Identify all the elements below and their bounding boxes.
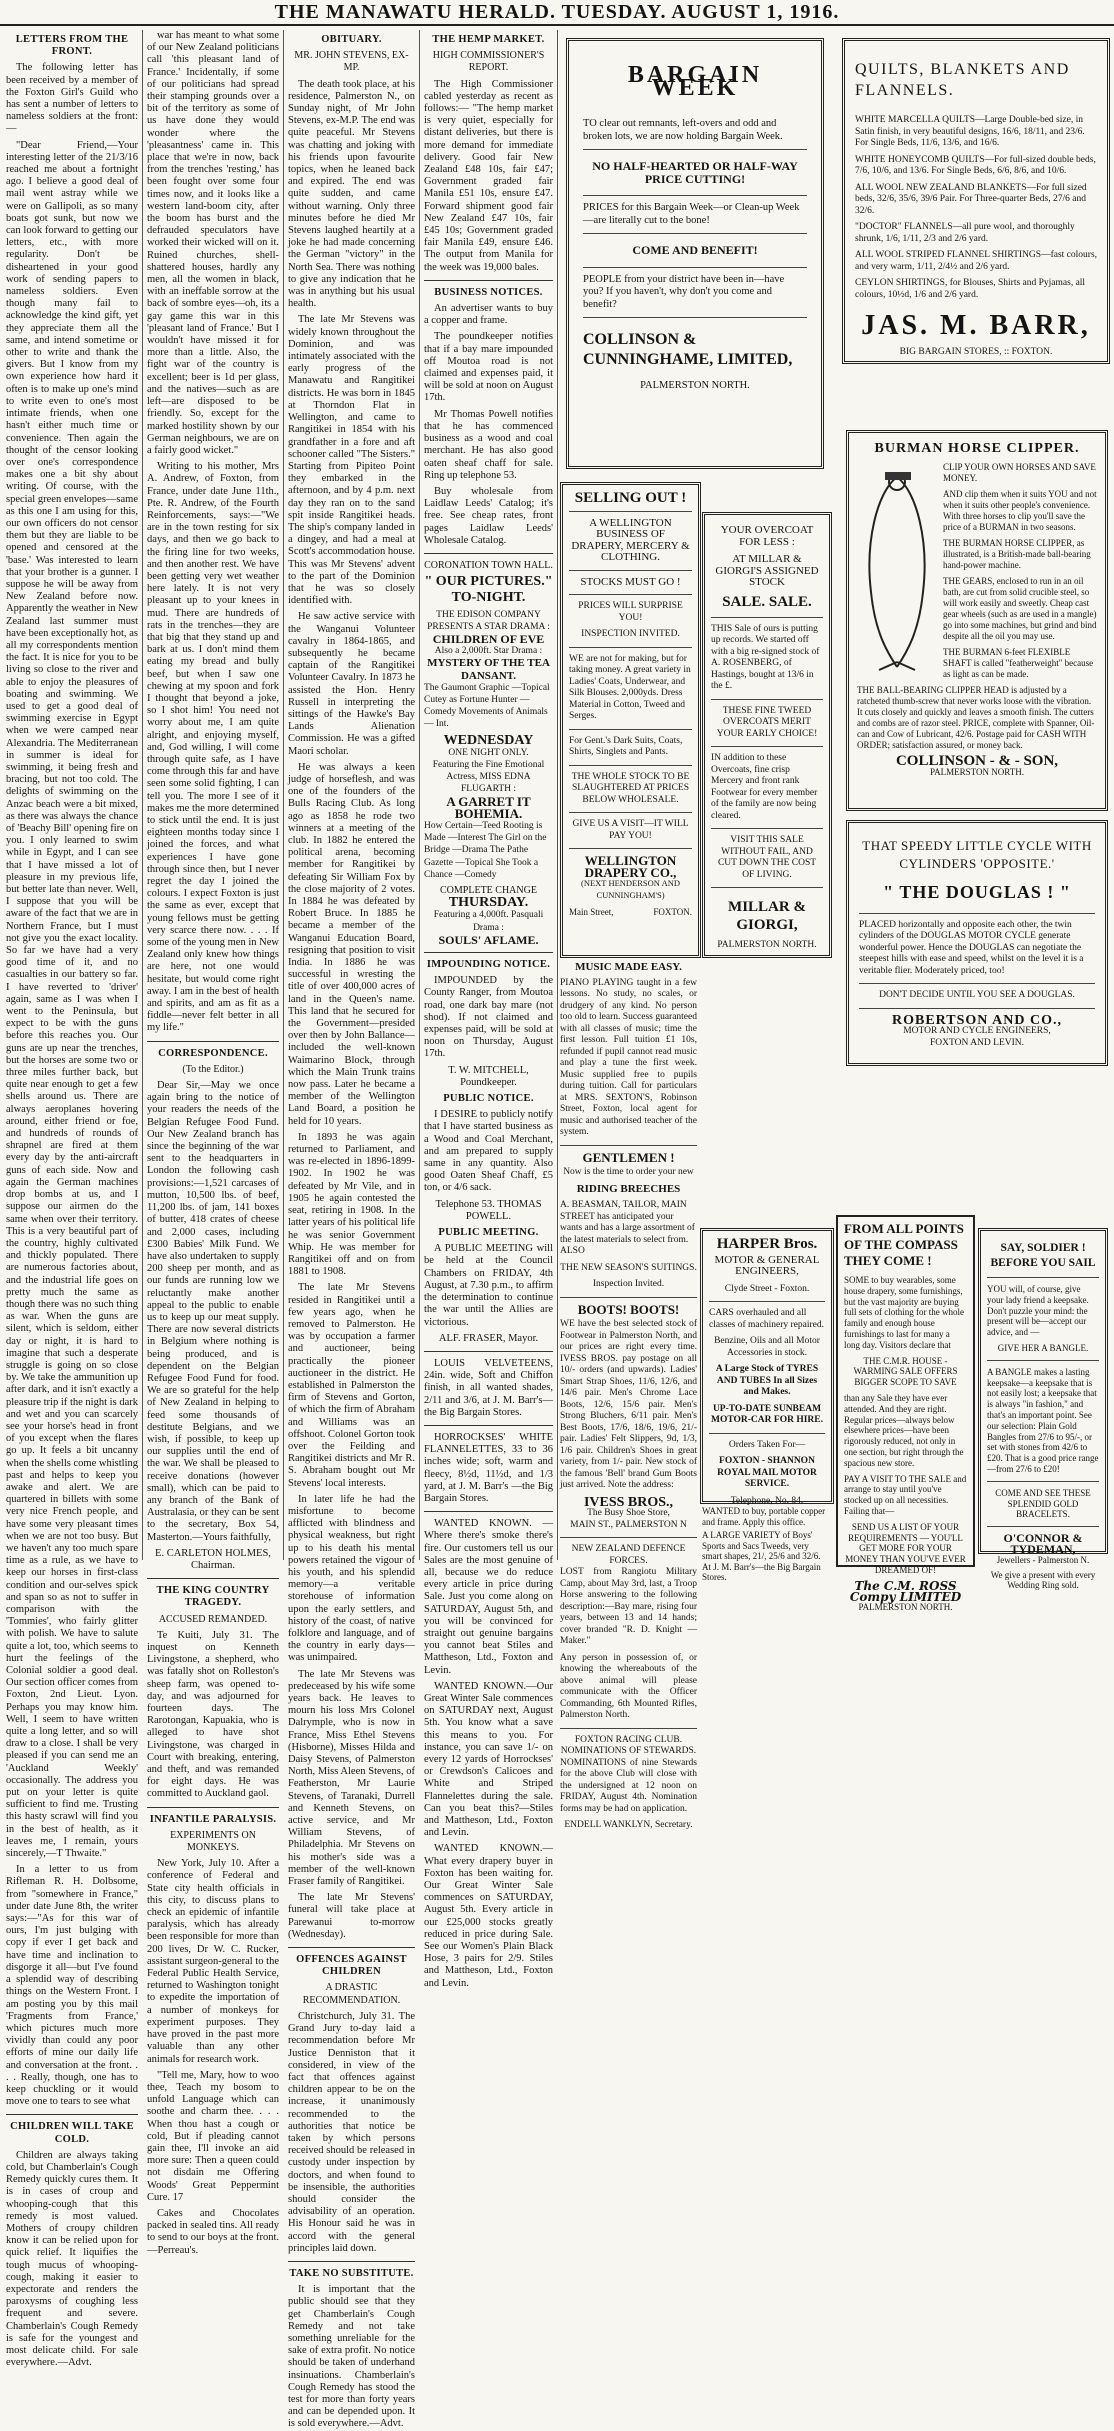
ad-title: THAT SPEEDY LITTLE CYCLE WITH CYLINDERS 'OPPOSITE.' xyxy=(862,838,1092,871)
ad-title: SAY, SOLDIER ! BEFORE YOU SAIL xyxy=(990,1242,1096,1269)
column-rule xyxy=(283,30,284,1560)
ad-text: SEND US A LIST OF YOUR REQUIREMENTS — YOU'LL GET MORE FOR YOUR MONEY THAN YOU'VE EVER DREAMED OF! xyxy=(845,1521,966,1575)
signature: T. W. MITCHELL, Poundkeeper. xyxy=(448,1064,529,1088)
ad-text: SOME to buy wearables, some house drapery, some furnishings, but the vast majority are buying full sets of clothing for the whole family and enough house furnishings to last for many a long day. Visitors declare that xyxy=(844,1275,964,1350)
article-text: Children are always taking cold, but Chamberlain's Cough Remedy quickly cures them. It is in cases of croup and whooping-cough that this remedy is most valued. Mothers of croupy children know it can be relied upon for quick relief. It liquifies the tough mucus of whooping-cough, making it easier to expectorate and renders the paroxysms of coughing less frequent and severe. Chamberlain's Cough Remedy is safe for the youngest and most delicate child. For sale everywhere.—Advt. xyxy=(6,2149,138,2369)
ad-title: FOXTON RACING CLUB. xyxy=(574,1734,683,1745)
article-text: Dear Sir,—May we once again bring to the notice of your readers the needs of the Belgian Refugee Food Fund. Our New Zealand branch has since the beginning of the war sent to the headquarters in London the following cash provisions:—1,521 carcases of mutton, 10,500 lbs. of beef, 11,200 lbs. of jam, 141 boxes of butter, 418 crates of cheese and 2,000 cases, including £300 Babies' Milk Fund. We have also undertaken to supply 200 sheep per month, and as our funds are running low we reluctantly make another appeal to the public to enable us to keep up our meat supply. There are now several districts in Belgium where nothing is being produced, and is dependent on the Belgian Refugee Food Fund for food. We are so grateful for the help of New Zealand in helping to feed some thousands of destitute Belgians, and we wish, if possible, to keep up our supplies until the end of the war. We shall be pleased to receive donations (however small), which can be paid to any branch of the Bank of Australasia, or they can be sent to the secretary, Box 54, Masterton.—Yours faithfully, xyxy=(147,1080,279,1543)
quilts-ad xyxy=(842,38,1110,364)
article-text: war has meant to what some of our New Zealand politicians call 'this pleasant land of France.' Incidentally, if some of our politicians had spread their stamping grounds over a bit of the territory as some of us have done they would wonder where the 'pleasantness' came in. This place that we're in now, back from the trenches 'resting,' has been fought over some four times now, and it looks like a western land-boom city, after the boom has burst and the defrauded speculators have worked their wicked will on it. Ruined churches, shell-shattered houses, hardly any men, all the women in black, with an ineffable sorrow at the back of sombre eyes—oh, its a gay game this war in this 'pleasant land of France.' But I wouldn't have missed it for more than a little. Also, the fight war of the country is excellent; beer is 1d per glass, and the natives—such as are left—are disposed to be friendly. So, except for the marked hostility shown by our German neighbours, we are on a fairly good wicket." xyxy=(147,30,279,456)
ad-text: AND clip them when it suits YOU and not when it suits other people's convenience. With three horses to clip you'll save the price of a BURMAN in two seasons. xyxy=(943,489,1097,532)
firm-name: WELLINGTON DRAPERY CO., xyxy=(584,853,677,880)
ad-text: THE BURMAN HORSE CLIPPER, as illustrated, is a British-made ball-bearing hand-power machine. xyxy=(943,538,1091,570)
firm-sub: (NEXT HENDERSON AND CUNNINGHAM'S) xyxy=(580,878,680,900)
ad-title: BURMAN HORSE CLIPPER. xyxy=(874,441,1080,456)
ad-title: MUSIC MADE EASY. xyxy=(575,961,682,973)
ad-text: Benzine, Oils and all Motor Accessories in stock. xyxy=(714,1336,820,1358)
ad-title: NOMINATIONS OF STEWARDS. xyxy=(560,1746,697,1756)
ad-text: We give a present with every Wedding Ring sold. xyxy=(990,1569,1096,1591)
subheading: EXPERIMENTS ON MONKEYS. xyxy=(170,1829,256,1854)
ad-text: NO HALF-HEARTED OR HALF-WAY PRICE CUTTING! xyxy=(592,159,798,186)
ad-text: THE GEARS, enclosed to run in an oil bath, are cut from solid crucible steel, so will work easily and sweetly. Cheap cast gear wheels (such as are used in a mangle) go into some machines, but grind and bind despite all the oil you may use. xyxy=(943,576,1097,641)
ad-title: BOOTS! BOOTS! xyxy=(577,1301,680,1317)
ad-text: CARS overhauled and all classes of machinery repaired. xyxy=(709,1308,825,1330)
ad-text: AT MILLAR & GIORGI'S ASSIGNED STOCK xyxy=(715,553,819,588)
ad-text: WHITE MARCELLA QUILTS—Large Double-bed size, in Satin finish, in very beautiful designs, 16/6, 18/11, and 23/6. For Single Beds, 11/6, 13/6, and 16/6. xyxy=(855,115,1085,148)
ad-text: COME AND BENEFIT! xyxy=(632,243,758,257)
column-5-lower xyxy=(560,960,697,1830)
ad-text: A Large Stock of TYRES AND TUBES In all Sizes and Makes. xyxy=(715,1364,819,1397)
headline: BUSINESS NOTICES. xyxy=(434,286,543,298)
column-rule xyxy=(419,30,420,1560)
article-text: It is important that the public should see that they get Chamberlain's Cough Remedy and not take something unreliable for the sake of extra profit. No notice should be taken of underhand insinuations. Chamberlain's Cough Remedy has stood the test for more than forty years and can be depended upon. It is sold everywhere.—Advt. xyxy=(288,2284,415,2430)
ad-text: Inspection Invited. xyxy=(592,1279,665,1289)
article-text: LOUIS VELVETEENS, 24in. wide, Soft and Chiffon finish, in all wanted shades, 2/11 and 3/6, at J. M. Barr's—the Big Bargain Stores. xyxy=(424,1357,553,1418)
ad-line: Also a 2,000ft. Star Drama : xyxy=(434,646,543,657)
ad-title: " THE DOUGLAS ! " xyxy=(883,882,1071,902)
article-text: The late Mr Stevens resided in Rangitikei until a few years ago, when he removed to Palmerston. He was by occupation a farmer and auctioneer, being practically the pioneer auctioneer in the district. He established in Palmerston the firm of Stevens and Gorton, of which the firm of Abraham and Williams was an offshoot. Colonel Gorton took over the Feilding and Rangitikei districts and Mr R. S. Abraham bought out Mr Stevens' local interests. xyxy=(288,1282,415,1489)
ad-line: THE EDISON COMPANY PRESENTS A STAR DRAMA : xyxy=(427,609,550,632)
firm-place: MAIN ST., PALMERSTON N xyxy=(570,1519,687,1530)
ad-text: THESE FINE TWEED OVERCOATS MERIT YOUR EARLY CHOICE! xyxy=(716,705,818,739)
cm-ross-logo: The C.M. ROSS Compy LIMITED xyxy=(849,1578,962,1604)
article-text: Mr Thomas Powell notifies that he has commenced business as a wood and coal merchant. He has also good oaten sheaf chaff for sale. Ring up telephone 53. xyxy=(424,408,553,481)
ad-text: A LARGE VARIETY of Boys' Sports and Sacs Tweeds, very smart shapes, 21/, 25/6 and 32/6. At J. M. Barr's—the Big Bargain Stores. xyxy=(702,1530,821,1582)
firm-sub: MOTOR & GENERAL ENGINEERS, xyxy=(714,1253,820,1277)
ad-text: WANTED to buy, portable copper and frame. Apply this office. xyxy=(702,1506,826,1527)
ad-text: Orders Taken For— xyxy=(728,1439,806,1450)
ad-line: WEDNESDAY xyxy=(443,732,534,748)
firm-sub: The Busy Shoe Store, xyxy=(587,1508,670,1518)
ad-text: THE BURMAN 6-feet FLEXIBLE SHAFT is called "featherweight" because as light as can be made. xyxy=(943,647,1094,679)
ad-text: PEOPLE from your district have been in—have you? If you haven't, why don't you come and benefit? xyxy=(583,273,785,310)
ad-line: CORONATION TOWN HALL. xyxy=(424,559,553,571)
column-3 xyxy=(288,30,415,2430)
article-text: In a letter to us from Rifleman R. H. Dolbsome, from "somewhere in France," under date June 8th, the writer says:—"As for this war of ours, I'm just bulging with copy if ever I get back and have time and inclination to disgorge it all—but I've found a splendid way of describing things on the Western Front. I am posting you by this mail 'Fragments from France,' which pictures much more vividly than could any poor efforts of mine our daily life and conversation at the front. . . . Really, though, one has to keep chuckling or it would move one to tears to see what xyxy=(6,1864,138,2108)
ad-text: PLACED horizontally and opposite each other, the twin cylinders of the DOUGLAS MOTOR CYCLE generate wonderful power. Hence the DOUGLAS can negotiate the steepest hills with ease and speed, whilst on the level it is a veritable flier. Moderately priced, too! xyxy=(859,919,1084,976)
ad-line: Featuring the Fine Emotional Actress, MISS EDNA FLUGARTH : xyxy=(432,759,545,795)
article-text: WANTED KNOWN.—What every drapery buyer in Foxton has been waiting for. Our Great Winter Sale commences on SATURDAY, August 5th. Every article in our £25,000 stocks greatly reduced in price during Sale. See our Women's Plain Black Hose, 3 pairs for 2/9. Stiles and Mattheson, Ltd., Foxton and Levin. xyxy=(424,1843,553,1989)
article-text: The High Commissioner cabled yesterday as recent as follows:— "The hemp market is very quiet, especially for distant deliveries, but there is more demand for immediate delivery. Good fair New Zealand £48 10s, fair £47; Government graded fair Manila £51 10s, ensure £47. Forward shipment good fair New Zealand £47 10s, fair £45 10s; Government graded fair Manila £49, ensure £46. The output from Manila for the week was 19,000 bales. xyxy=(424,78,553,273)
ad-text: GIVE HER A BANGLE. xyxy=(997,1342,1089,1353)
ad-line: CHILDREN OF EVE xyxy=(432,631,545,646)
column-1 xyxy=(6,30,138,2369)
ad-text: A BANGLE makes a lasting keepsake—a keepsake that is not easily lost; a keepsake that is always "in fashion," and that's an important point. See our selection: Plain Gold Bangles from 27/6 to 95/-, or set with stones from 42/6 to £20. That is a good price range—from 27/6 to £20! xyxy=(987,1366,1099,1474)
article-text: Buy wholesale from Laidlaw Leeds' Catalog; it's free. See cheap rates, front pages Laidlaw Leeds' Wholesale Catalog. xyxy=(424,485,553,546)
ad-line: The Gaumont Graphic —Topical Cutey as Fortune Hunter —Comedy Movements of Animals— Int. xyxy=(424,682,550,730)
firm-place: PALMERSTON NORTH. xyxy=(858,1602,953,1613)
soldier-bangle-ad xyxy=(978,1228,1108,1591)
firm-address: Main Street, xyxy=(569,907,614,917)
firm-place: BIG BARGAIN STORES, :: FOXTON. xyxy=(899,347,1053,357)
ad-text: A WELLINGTON BUSINESS OF DRAPERY, MERCERY & CLOTHING. xyxy=(571,516,690,563)
article-text: A PUBLIC MEETING will be held at the Council Chambers on FRIDAY, 4th August, at 7.30 p.m., to affirm the determination to continue the war until the Allies are victorious. xyxy=(424,1243,553,1328)
ad-text: PRICES for this Bargain Week—or Clean-up Week—are literally cut to the bone! xyxy=(583,202,800,226)
ad-text: PRICES WILL SURPRISE YOU! xyxy=(578,601,683,623)
subheading: (To the Editor.) xyxy=(182,1063,244,1075)
ad-text: IN addition to these Overcoats, fine crisp Mercery and front rank Footwear for every member of the family are now being cleared. xyxy=(711,753,818,821)
ad-title: NEW ZEALAND DEFENCE FORCES. xyxy=(571,1544,686,1566)
article-text: Writing to his mother, Mrs A. Andrew, of Foxton, from France, under date June 11th., Pte. R. Andrew, of the Fourth Reinforcements, says:—"We are in the town resting for six days, and then we go back to the firing line for two weeks, and then another rest. We have been getting very wet weather here lately. It is not very pleasant up to your knees in mud. There are hundreds of rats in the trenches—they are that big that they stand up and bark at us. I don't mind them eating my bread and bully beef, but when I saw one chewing at my spoon and fork I thought that beyond a joke, so I shot him! You need not worry about me, I am quite alright, and enjoying myself, and, God willing, I will come through quite safe, as I have come through this far and have seen some solid fighting, I can tell you. The more I see of it makes me the more determined to stick until the end. It is just eighteen months today since I joined the forces, and what experiences I have gone through since then, but I never regret the day I joined the colours. I expect Foxton is just the same as ever, except that young fellows must be getting very scarce there now. . . . If some of the young men in New Zealand only knew how things are here, not one would hesitate, but would come right away. I am in the best of health and spirits, and am as fit as a fiddle—never felt better in all my life." xyxy=(147,461,279,1034)
cm-ross-ad xyxy=(836,1215,975,1613)
ad-text: COME AND SEE THESE SPLENDID GOLD BRACELETS. xyxy=(995,1487,1091,1520)
ad-line: COMPLETE CHANGE xyxy=(440,885,537,896)
firm-name: COLLINSON & CUNNINGHAME, LIMITED, xyxy=(583,331,793,368)
article-text: The following letter has been received by a member of the Foxton Girl's Guild who has sent a number of letters to nameless soldiers at the front:— xyxy=(6,62,138,135)
article-text: Cakes and Chocolates packed in sealed tins. All ready to send to our boys at the front.—Perreau's. xyxy=(147,2207,279,2256)
ad-title: FROM ALL POINTS OF THE COMPASS THEY COME ! xyxy=(844,1221,964,1268)
firm-place: PALMERSTON NORTH. xyxy=(640,380,750,391)
ad-line: ONE NIGHT ONLY. xyxy=(448,747,529,758)
column-2 xyxy=(147,30,279,2256)
ad-text: For Gent.'s Dark Suits, Coats, Shirts, Singlets and Pants. xyxy=(569,735,683,757)
ad-text: VISIT THIS SALE WITHOUT FAIL, AND CUT DOWN THE COST OF LIVING. xyxy=(717,835,817,880)
ad-text: THE NEW SEASON'S SUITINGS. xyxy=(560,1262,697,1273)
column-4 xyxy=(424,30,553,1989)
article-text: I DESIRE to publicly notify that I have started business as a Wood and Coal Merchant, and am prepared to supply same in any quantity. Also good Oaten Sheaf Chaff, £5 ton, or 4/6 sack. xyxy=(424,1109,553,1194)
bargain-week-ad xyxy=(566,38,824,469)
firm-name: IVESS BROS., xyxy=(583,1494,674,1510)
signature: Telephone 53. THOMAS POWELL. xyxy=(435,1198,542,1222)
article-text: HORROCKSES' WHITE FLANNELETTES, 33 to 36 inches wide; soft, warm and fleecy, 8½d, 11½d, and 1/3 yard, at J. M. Barr's —the Big Bargain Stores. xyxy=(424,1431,553,1504)
article-text: In 1893 he was again returned to Parliament, and was re-elected in 1896-1899-1902. In 1902 he was defeated by Mr Vile, and in 1905 he again contested the seat, retiring in 1908. In the latter years of his political life he was senior Government Whip. He was member for Rangitikei off and on from 1881 to 1908. xyxy=(288,1131,415,1278)
ad-text: WE are not for making, but for taking money. A great variety in Ladies' Coats, Underwear, and Silk Blouses. 2,000yds. Dress Material in Cotton, Tweed and Serges. xyxy=(569,653,691,721)
article-text: New York, July 10. After a conference of Federal and State city health officials in this city, to discuss plans to check an epidemic of infantile paralysis, which has already been responsible for more than 200 lives, Dr W. C. Rucker, assistant surgeon-general to the Federal Public Health Service, returned to Washington tonight to expedite the importation of a number of monkeys for experiment purposes. They have proved in the past more valuable than any other animals for research work. xyxy=(147,1858,279,2065)
article-text: The late Mr Stevens' funeral will take place at Parewanui to-morrow (Wednesday). xyxy=(288,1892,415,1940)
ad-title: YOUR OVERCOAT FOR LESS : xyxy=(720,524,814,548)
ad-line: MYSTERY OF THE TEA DANSANT. xyxy=(427,657,550,682)
ad-text: UP-TO-DATE SUNBEAM MOTOR-CAR FOR HIRE. xyxy=(711,1403,823,1425)
firm-place: PALMERSTON NORTH. xyxy=(717,940,817,950)
firm-name: O'CONNOR & TYDEMAN, xyxy=(1003,1531,1083,1556)
headline: PUBLIC NOTICE. xyxy=(443,1093,534,1105)
signature: E. CARLETON HOLMES, Chairman. xyxy=(155,1547,271,1571)
burman-clipper-ad xyxy=(846,430,1108,811)
article-text: He saw active service with the Wanganui Volunteer cavalry in 1864-1865, and subsequently he became captain of the Rangitikei Volunteer Cavalry. In 1873 he assisted the Hon. Henry Russell in interpreting the sittings of the Hawke's Bay Lands Alienation Commission. He was a gifted Maori scholar. xyxy=(288,611,415,757)
small-ads xyxy=(702,1506,828,1582)
article-text: "Tell me, Mary, how to woo thee, Teach my bosom to unfold Language which can soothe and charm thee. . . . When thou hast a cough or cold, But if pleading cannot gain thee, I'll invoke an aid more sure: Then a queen could not disdain me Offering Woods' Great Peppermint Cure. 17 xyxy=(147,2069,279,2203)
ad-line: " OUR PICTURES." xyxy=(424,574,553,590)
article-text: WANTED KNOWN.—Our Great Winter Sale commences on SATURDAY next, August 5th. You know what a save this means to you. For instance, you can save 1/- on every 12 yards of Horrockses' or Crewdson's Calicoes and White and Striped Flannelettes during the sale. Can you beat this?—Stiles and Mattheson, Ltd., Foxton and Levin. xyxy=(424,1680,553,1839)
ad-text: than any Sale they have ever attended. And they are right. Regular prices—always below elsewhere prices—have been rigorously reduced, not only in one section, but right through the spacious new store. xyxy=(844,1392,964,1468)
ad-text: INSPECTION INVITED. xyxy=(581,629,680,639)
ad-text: SALE. SALE. xyxy=(722,593,812,610)
ad-line: THURSDAY. xyxy=(448,895,529,911)
ad-text: NOMINATIONS of nine Stewards for the above Club will close with the undersigned at 12 noon on FRIDAY, August 4th. Nomination forms may be had on application. xyxy=(560,1757,697,1814)
ad-text: Now is the time to order your new xyxy=(563,1167,694,1177)
firm-sub: Jewellers - Palmerston N. xyxy=(996,1554,1090,1565)
subheading: ACCUSED REMANDED. xyxy=(158,1613,268,1625)
firm-name: MILLAR & GIORGI, xyxy=(728,899,806,933)
ad-text: THE BALL-BEARING CLIPPER HEAD is adjusted by a ratcheted thumb-screw that never works loose with the vibration. It cuts closely and quickly and leaves a smooth finish. The cutters and combs are of razor steel. PRICE, complete with Spanner, Oil-can and Cow of Lubricant, 42/6. Postage paid for CASH WITH ORDER; satisfaction assured, or money back. xyxy=(857,685,1095,750)
ad-line: How Certain—Teed Rooting is Made —Interest The Girl on the Bridge —Drama The Pathe Gazette —Topical She Took a Chance —Comedy xyxy=(424,820,547,880)
signature: ENDELL WANKLYN, Secretary. xyxy=(564,1820,693,1830)
ad-title: HARPER Bros. xyxy=(716,1236,818,1252)
article-text: The late Mr Stevens was predeceased by his wife some years back. He leaves to mourn his loss Mrs Colonel Dalrymple, who is now in France, Miss Ethel Stevens (Hisborne), Misses Hilda and Daisy Stevens, of Palmerston North, Miss Aleen Stevens, of Featherston, Mr Laurie Stevens, of Taranaki, Durrell and Kenneth Stevens, on active service, and Mr William Stevens, of Philadelphia. Mr Stevens on his mother's side was a member of the well-known Fraser family of Rangitikei. xyxy=(288,1668,415,1888)
ad-line: SOULS' AFLAME. xyxy=(438,932,539,947)
subheading: A DRASTIC RECOMMENDATION. xyxy=(302,1982,401,2006)
article-text: The death took place, at his residence, Palmerston N., on Sunday night, of Mr John Stevens, ex-M.P. The end was quite peaceful. Mr Stevens was chatting and joking with his friends upon favourite topics, when he leaned back and expired. The end was quite sudden, and came without warning. Only three minutes before he died Mr Stevens laughed heartily at a joke he had made concerning the German "victory" in the North Sea. There was nothing to give any indication that he was in anything but his usual health. xyxy=(288,78,415,310)
ad-text: ALL WOOL NEW ZEALAND BLANKETS—For full sized beds, 32/6, 35/6, 39/6 Pair. For Three-quarter Beds, 27/6 and 32/6. xyxy=(855,182,1087,216)
ad-text: A. BEASMAN, TAILOR, MAIN STREET has anticipated your wants and has a large assortment of the latest materials to select from. ALSO xyxy=(560,1200,695,1256)
ad-text: FOXTON - SHANNON ROYAL MAIL MOTOR SERVICE. xyxy=(717,1456,817,1489)
ad-text: Any person in possession of, or knowing the whereabouts of the above animal will please communicate with the Officer Commanding, 6th Mounted Rifles, Palmerston North. xyxy=(560,1652,697,1720)
firm-name: COLLINSON - & - SON, xyxy=(895,753,1059,769)
ad-text: STOCKS MUST GO ! xyxy=(580,575,681,588)
headline: THE HEMP MARKET. xyxy=(432,34,545,45)
headline: CHILDREN WILL TAKE COLD. xyxy=(10,2121,134,2145)
article-text: He was always a keen judge of horseflesh, and was one of the founders of the Bulls Racing Club. As long ago as 1858 he rode two winners at a meeting of the club. In 1882 he entered the political arena, becoming member for Rangitikei by defeating Sir William Fox by the close majority of 2 votes. In 1884 he was defeated by Robert Bruce. In 1885 he became a member of the Wanganui Education Board, resigning that position to visit India. In 1886 he was successful in wresting the title of over 400,000 acres of land in the Queen's name. This land that he secured for the Government—presided over then by John Ballance—included the well-known Waimarino Block, through which the Main Trunk trains now pass. Later he became a member of the Wellington Land Board, a position he held for 10 years. xyxy=(288,761,415,1127)
ad-text: YOU will, of course, give your lady friend a keepsake. Don't puzzle your mind: the present will be—accept our advice, and — xyxy=(987,1284,1089,1338)
selling-out-ad xyxy=(560,482,701,958)
headline: OBITUARY. xyxy=(321,34,382,45)
firm-place: PALMERSTON NORTH. xyxy=(930,767,1024,777)
headline: CORRESPONDENCE. xyxy=(158,1047,268,1059)
ad-line: Featuring a 4,000ft. Pasquali Drama : xyxy=(433,910,544,933)
town-hall-ad xyxy=(424,560,553,946)
article-text: An advertiser wants to buy a copper and frame. xyxy=(424,303,553,327)
ad-text: CEYLON SHIRTINGS, for Blouses, Shirts and Pyjamas, all colours, 10½d, 1/6 and 2/6 yard. xyxy=(855,278,1086,300)
masthead: THE MANAWATU HERALD. TUESDAY. AUGUST 1, 1916. xyxy=(0,0,1114,26)
ad-text: RIDING BREECHES xyxy=(576,1182,681,1195)
headline: LETTERS FROM THE FRONT. xyxy=(15,34,129,58)
firm-sub: MOTOR AND CYCLE ENGINEERS, xyxy=(903,1026,1051,1036)
firm-address: Clyde Street - Foxton. xyxy=(724,1283,810,1294)
ad-text: LOST from Rangiotu Military Camp, about May 3rd, last, a Troop Horse answering to the following description:—Bay mare, rising four years, between 13 and 14 hands; cover branded "R. D. Knight —Maker." xyxy=(560,1567,697,1646)
ad-text: WE have the best selected stock of Footwear in Palmerston North, and our prices are right every time. IVESS BROS. pay postage on all 10/- orders (and upwards). Ladies' Smart Strap Shoes, 11/6, 12/6, and 14/6 pair. Men's Chrome Lace Boots, 12/6, 15/6 pair. Men's Strong Bluchers, 6/11 pair. Men's Best Boots, 17/6, 18/6, 19/6, 21/- pair. Ladies' Felt Slippers, 9d, 1/3, 1/6 pair. Children's Shoes in great variety, from 1/- pair. New stock of the famous 'Bell' brand Gum Boots just arrived. Note the address: xyxy=(560,1319,697,1490)
ad-text: PIANO PLAYING taught in a few lessons. No study, no scales, or drudgery of any kind. No person too old to learn. Success guaranteed with all classes of music; time the first lesson. Full tuition £1 10s, refunded if pupil cannot read music and play a tune the first week. Music supplied free to pupils during tuition. Call for particulars at MRS. SEXTON'S, Robinson Street, Foxton, local agent for music and authorised teacher of the system. xyxy=(560,977,697,1137)
headline: THE KING COUNTRY TRAGEDY. xyxy=(156,1585,270,1609)
ad-text: THE C.M.R. HOUSE - WARMING SALE OFFERS BIGGER SCOPE TO SAVE xyxy=(853,1355,958,1388)
subheading: MR. JOHN STEVENS, EX-MP. xyxy=(294,50,409,74)
ad-title: BARGAIN WEEK xyxy=(627,62,763,101)
article-text: IMPOUNDED by the County Ranger, from Moutoa road, one dark bay mare (not shod). If not claimed and expenses paid, will be sold at noon on Thursday, August 17th. xyxy=(424,975,553,1060)
ad-line: TO-NIGHT. xyxy=(451,590,526,606)
overcoat-ad xyxy=(702,512,832,958)
headline: IMPOUNDING NOTICE. xyxy=(426,959,551,971)
ad-text: THIS Sale of ours is putting up records. We started off with a big re-signed stock of A. ROSENBERG, of Hastings, bought at 13/6 in the £. xyxy=(711,623,820,691)
article-text: "Dear Friend,—Your interesting letter of the 21/3/16 reached me about a fortnight ago. I believe a good deal of mail went astray while we were on Gallipoli, as so many boats got sunk, but now we can look forward to getting our letters, etc., with more regularity. Don't be disheartened in your good work of sending papers to nameless soldiers. Even though many fail to acknowledge the kind gift, yet they appreciate them all the same, and intend sometime or other to write and thank the givers. But I know from my own experience how hard it often is to make up one's mind to write even to one's most intimate friends, when one hasn't either much time or convenience. Then again the thought of the censor looking over one's correspondence makes one a bit shy about writing. Of course, with the special green envelopes—same as this one I am using for this, our own officers do not censor them but they are liable to be opened and censored at the 'base.' Was interested to learn that your brother is a gunner. I suppose he will be away from New Zealand before now. Apparently the weather in New Zealand last summer must have been exceptionally hot, as all my correspondents mention the fact. It is nice for you to be living so close to the river and able to enjoy the pleasures of boating and swimming. We used to get a good deal of swimming exercise in Egypt when we were camped near Alexandria. The Mediterranean in summer is ideal for swimming, it being fresh and bracing, but not too cold. The delights of swimming on the Anzac beach were a bit mixed, as there was always the chance of 'Beachy Bill' opening fire on you. I only learned to swim while in Egypt, and I can see that I have missed a lot of pleasure in my previous life, but better late than never. Well, I suppose that you will be aware of the fact that we are in Northern France, but I must not give you the exact locality. So far we have had a very good time of it, and no casualties in our battery so far. I have reverted to 'driver' again, same as I was when I went to the Peninsula, but expect to be with the guns before this reaches you. Our guns are up near the trenches, but the horses are some two or three miles further back, but quite near enough to get a few shells around us. There are always aeroplanes hovering around, either friend or foe, and hundreds of rounds of shrapnel are fired at them every day by the anti-aircraft guns of each side. Now and again the German machines drop bombs at us, and I suppose our airmen do the same when over their territory. This is a very beautiful part of the country, highly cultivated and thickly populated. There are numerous factories about, and the industrial life goes on pretty much the same as though there was no such thing as war. When the guns are silent, which is seldom, either day or night, it is hard to imagine that such a desperate struggle is going on so close by. We take the ammunition up after dark, and it isn't exactly a pleasure trip if the night is dark and wet and you can scarcely see your horse's head in front of you except when the flares go up. It feels a bit uncanny when the shells come whistling past and helps to keep you awake and alert. We are quartered in billets with some very nice French people, and have some very pleasant times when we are not too busy. But we haven't any too much spare time as a rule, as we have to keep our horses in first-class condition and our-selves spick and span so as not to suffer in comparison with the 'Tommies', who fairly glitter with polish. We have to salute quite a lot, too, which seems to hurt the feelings of the Colonial soldier a good deal. Our section officer comes from Foxton, 2nd Lieut. Lyon. Perhaps you may know him. Well, I seem to have written quite a long letter, and so will draw to a close. I shall be very pleased if you can send me an 'Auckland Weekly' occasionally. The address you put on your letter is quite sufficient to find me. Trusting this hasty scrawl will find you in the best of health, as it leaves me, I remain, yours sincerely,—T Thwaite." xyxy=(6,139,138,1860)
article-text: The poundkeeper notifies that if a bay mare impounded off Moutoa road is not claimed and expenses paid, it will be sold at noon on August 17th. xyxy=(424,331,553,404)
ad-text: Telephone, No. 84. xyxy=(730,1495,804,1506)
subheading: HIGH COMMISSIONER'S REPORT. xyxy=(432,50,545,74)
column-rule xyxy=(142,30,143,1560)
ad-text: DON'T DECIDE UNTIL YOU SEE A DOUGLAS. xyxy=(879,990,1075,1000)
harper-bros-ad xyxy=(700,1228,834,1504)
ad-text: GIVE US A VISIT—IT WILL PAY YOU! xyxy=(572,819,689,841)
article-text: Christchurch, July 31. The Grand Jury to-day laid a recommendation before Mr Justice Denniston that it considered, in view of the fact that offences against children appear to be on the increase, it unanimously recommended to the authorities that notice be taken by which persons received should be released in custody under inspection by doctors, and when found to be insensible, the authorities should consider the advisability of an operation. His Honour said he was in accord with the general principles laid down. xyxy=(288,2010,415,2254)
firm-name: ROBERTSON AND CO., xyxy=(892,1012,1062,1028)
headline: INFANTILE PARALYSIS. xyxy=(149,1813,277,1825)
column-rule xyxy=(557,30,558,1560)
ad-line: A GARRET IT BOHEMIA. xyxy=(446,793,531,821)
firm-place: FOXTON AND LEVIN. xyxy=(929,1037,1025,1048)
signature: ALF. FRASER, Mayor. xyxy=(438,1332,539,1344)
headline: TAKE NO SUBSTITUTE. xyxy=(289,2267,414,2279)
ad-text: ALL WOOL STRIPED FLANNEL SHIRTINGS—fast colours, and very warm, 1/11, 2/4½ and 2/6 yard. xyxy=(855,250,1098,272)
ad-title: GENTLEMEN ! xyxy=(582,1149,675,1165)
firm-address: FOXTON. xyxy=(653,907,692,917)
article-text: The late Mr Stevens was widely known throughout the Dominion, and was intimately associated with the early progress of the Manawatu and Rangitikei districts. He was born in 1845 at Thorndon Flat in Wellington, and came to Rangitikei in 1854 with his grandfather in a fore and aft schooner called "The Sisters." Starting from Pipiteo Point they embarked in the afternoon, and by 4 p.m. next day they ran on to the sand spit inside Rangitikei heads. The ship's company landed in a dingey, and had a meal at Scott's accommodation house. This was Mr Stevens' advent to the part of the Dominion that he was so closely identified with. xyxy=(288,314,415,607)
firm-name: JAS. M. BARR, xyxy=(861,310,1091,341)
article-text: Te Kuiti, July 31. The inquest on Kenneth Livingstone, a shepherd, who was fatally shot on Rolleston's sheep farm, was opened to-day, and was adjourned for fourteen days. The Rarotongan, Kapuakia, who is alleged to have shot Livingstone, was charged in Court with breaking, entering, and theft, and was remanded for eight days. He was committed to Auckland gaol. xyxy=(147,1629,279,1800)
article-text: In later life he had the misfortune to become afflicted with blindness and physical weakness, but right up to his death his mental powers retained the vigour of his youth, and his splendid memory—a veritable storehouse of information upon the early settlers, and history of the coast, of native folklore and language, and of the country in early days—was unimpaired. xyxy=(288,1493,415,1664)
ad-title: SELLING OUT ! xyxy=(574,490,687,506)
headline: OFFENCES AGAINST CHILDREN xyxy=(296,1954,407,1978)
article-text: WANTED KNOWN. — Where there's smoke there's fire. Our customers tell us our Sales are the most genuine of all, because we do reduce every article in price during Sale. Just you come along on SATURDAY, August 5th, and you will be convinced for straight out genuine bargains you cannot beat Stiles and Mattheson, Ltd., Foxton and Levin. xyxy=(424,1518,553,1676)
ad-text: THE WHOLE STOCK TO BE SLAUGHTERED AT PRICES BELOW WHOLESALE. xyxy=(571,771,690,805)
ad-text: TO clear out remnants, left-overs and odd and broken lots, we are now holding Bargain Week. xyxy=(583,118,783,142)
ad-text: CLIP YOUR OWN HORSES AND SAVE MONEY. xyxy=(943,462,1096,483)
ad-title: QUILTS, BLANKETS AND FLANNELS. xyxy=(855,61,1070,99)
douglas-cycle-ad xyxy=(846,820,1108,1066)
clipper-illustration xyxy=(857,462,937,672)
ad-text: "DOCTOR" FLANNELS—all pure wool, and thoroughly shrunk, 1/6, 1/11, 2/3 and 2/6 yard. xyxy=(855,222,1075,244)
ad-text: WHITE HONEYCOMB QUILTS—For full-sized double beds, 7/6, 10/6, and 13/6. For Single Beds, 6/6, 8/6, and 10/6. xyxy=(855,154,1096,176)
ad-text: PAY A VISIT TO THE SALE and arrange to stay until you've stocked up on all necessities. Failing that— xyxy=(844,1473,967,1516)
headline: PUBLIC MEETING. xyxy=(438,1227,539,1239)
